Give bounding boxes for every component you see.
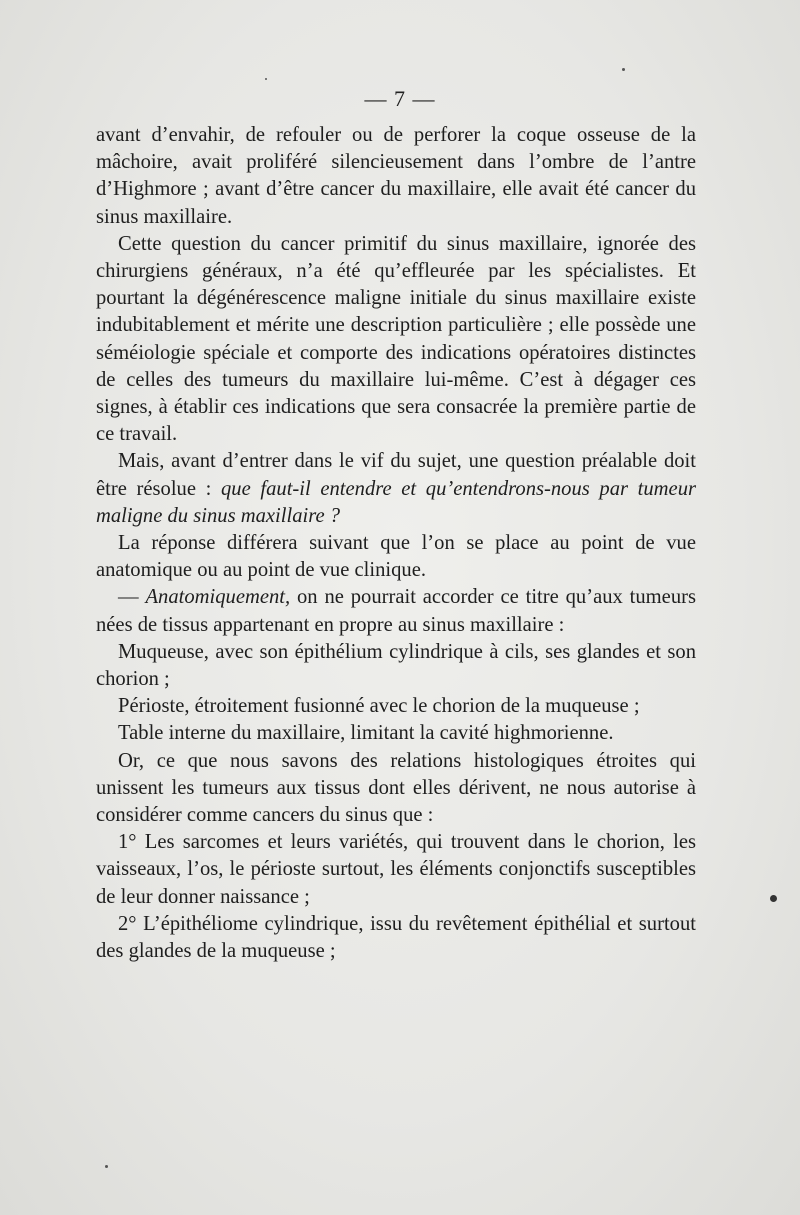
paper-speck bbox=[105, 1165, 108, 1168]
page-number: — 7 — bbox=[364, 86, 436, 111]
paragraph-11: 2° L’épithéliome cylindrique, issu du revêtement épithélial et surtout des glandes de la muqueuse ; bbox=[96, 912, 696, 963]
paper-speck bbox=[622, 68, 625, 71]
paragraph-8: Table interne du maxillaire, limitant la cavité highmorienne. bbox=[118, 722, 614, 745]
body-text bbox=[96, 122, 696, 965]
paragraph-3-italic-question: que faut-il entendre et qu’entendrons-nous par tumeur maligne du sinus maxillaire ? bbox=[96, 477, 697, 527]
paragraph-5 bbox=[96, 584, 696, 638]
paper-speck bbox=[770, 895, 777, 902]
paragraph-7: Périoste, étroitement fusionné avec le chorion de la muqueuse ; bbox=[118, 695, 640, 718]
paragraph-5-text: on ne pourrait accorder ce titre qu’aux tumeurs nées de tissus appartenant en propre au sinus maxillaire : bbox=[96, 586, 696, 636]
paragraph-5-italic-term: Anatomiquement, bbox=[145, 586, 291, 609]
paragraph-9: Or, ce que nous savons des relations histologiques étroites qui unissent les tumeurs aux tissus dont elles dérivent, ne nous autorise à considérer comme cancers du sinus que : bbox=[96, 749, 696, 827]
paper-speck bbox=[265, 78, 267, 80]
paragraph-3 bbox=[96, 448, 696, 530]
paragraph-4: La réponse différera suivant que l’on se place au point de vue anatomique ou au point de vue clinique. bbox=[96, 532, 696, 582]
paragraph-5-dash: — bbox=[118, 586, 146, 609]
paragraph-2: Cette question du cancer primitif du sinus maxillaire, ignorée des chirurgiens généraux, n’a été qu’effleurée par les spécialistes. Et pourtant la dégénérescence maligne initiale du sinus maxillaire existe indubitablement et mérite une description particulière ; elle possède une séméiologie spéciale et comporte des indications opératoires distinctes de celles des tumeurs du maxillaire lui-même. C’est à dégager ces signes, à établir ces indications que sera consacrée la première partie de ce travail. bbox=[96, 232, 696, 446]
paragraph-3-text: Mais, avant d’entrer dans le vif du sujet, une question préalable doit être résolue : bbox=[96, 450, 696, 500]
paragraph-1: avant d’envahir, de refouler ou de perforer la coque osseuse de la mâchoire, avait proliféré silencieusement dans l’ombre de l’antre d’Highmore ; avant d’être cancer du maxillaire, elle avait été cancer du sinus maxillaire. bbox=[96, 124, 696, 228]
paragraph-10: 1° Les sarcomes et leurs variétés, qui trouvent dans le chorion, les vaisseaux, l’os, le périoste surtout, les éléments conjonctifs susceptibles de leur donner naissance ; bbox=[96, 831, 696, 908]
paragraph-6: Muqueuse, avec son épithélium cylindrique à cils, ses glandes et son chorion ; bbox=[96, 640, 696, 691]
